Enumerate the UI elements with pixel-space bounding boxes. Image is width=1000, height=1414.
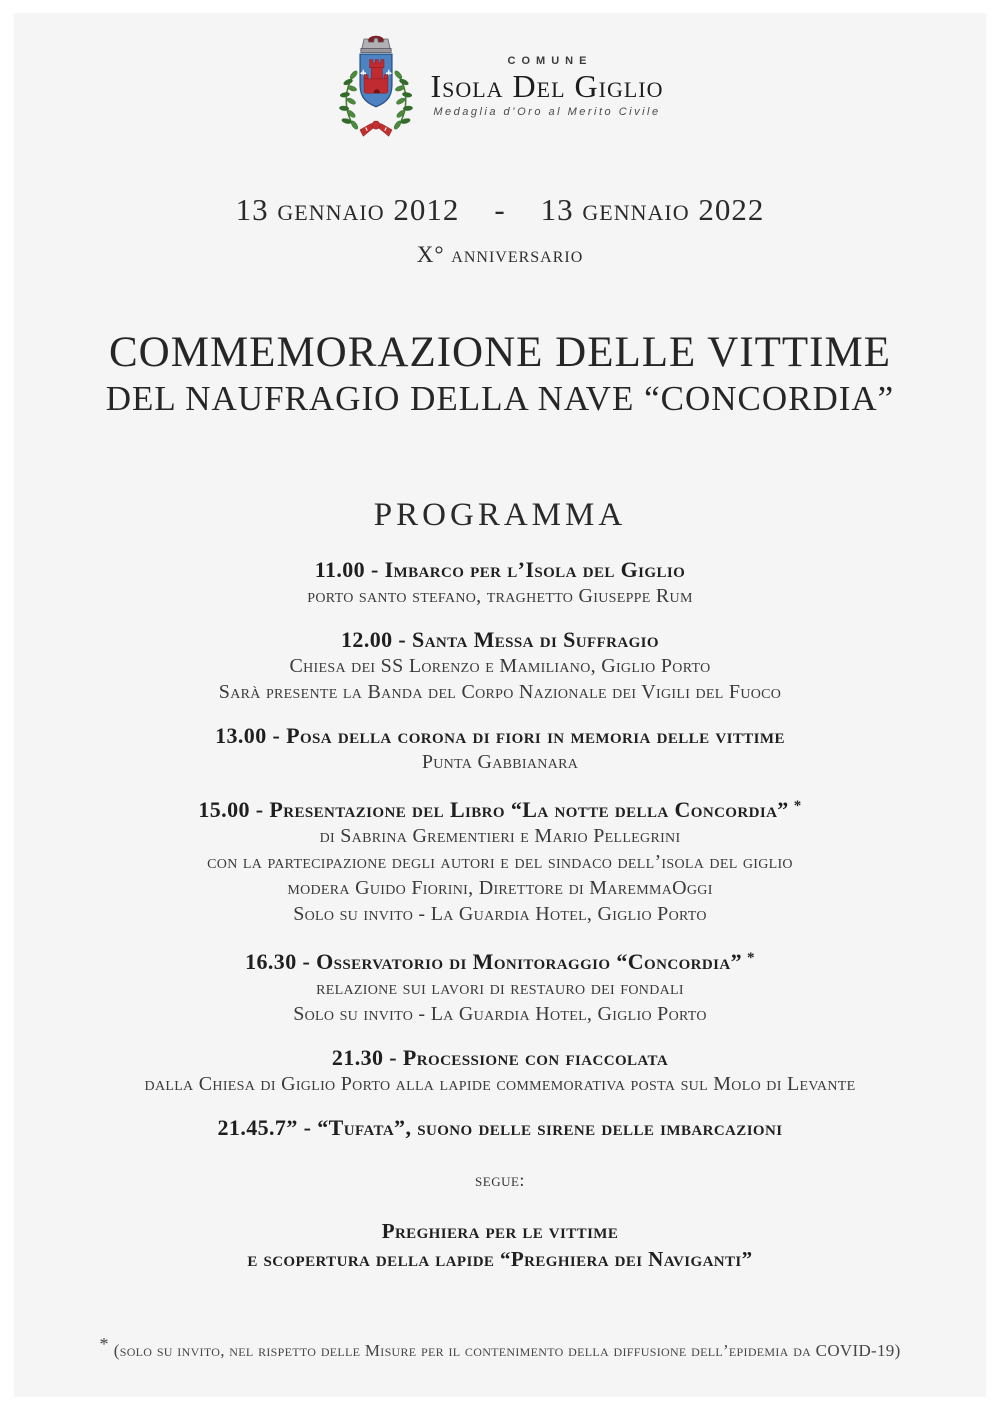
program-item-detail: Punta Gabbianara [421,751,579,773]
program-item-detail: con la partecipazione degli autori e del sindaco dell’isola del giglio [207,851,793,873]
program-item-title [14,723,986,749]
ribbon-icon [361,121,393,136]
closing-line: Preghiera per le vittime [381,1219,619,1243]
program-item [14,627,986,705]
program-item-detail: Sarà presente la Banda del Corpo Nazionale dei Vigili del Fuoco [218,681,782,703]
program-list [14,557,986,1141]
program-item [14,1115,986,1141]
program-item-title [14,793,986,823]
program-item [14,1045,986,1097]
closing-line: e scopertura della lapide “Preghiera dei Naviganti” [247,1247,753,1271]
program-item-title-text: 15.00 - Presentazione del Libro “La notte della Concordia” [198,797,789,822]
program-item-title-text: 11.00 - Imbarco per l’Isola del Giglio [314,557,686,582]
poster-page [14,13,986,1397]
program-item-title [14,1045,986,1071]
segue-label: segue: [475,1170,525,1190]
program-item-detail: Solo su invito - La Guardia Hotel, Giglio Porto [293,903,707,925]
program-item-title-text: 13.00 - Posa della corona di fiori in memoria delle vittime [215,723,785,748]
program-heading: PROGRAMMA [373,497,627,533]
closing-ceremony [14,1217,986,1273]
main-title [14,328,986,420]
comune-label: COMUNE [507,54,593,67]
program-item-detail: relazione sui lavori di restauro dei fondali [316,977,684,999]
program-item-title [14,627,986,653]
logo-text-block [430,55,663,118]
program-item-title-text: 16.30 - Osservatorio di Monitoraggio “Concordia” [245,949,742,974]
coat-of-arms-icon [336,31,416,141]
main-title-line2: DEL NAUFRAGIO DELLA NAVE “CONCORDIA” [105,379,895,418]
municipality-name: Isola Del Giglio [430,67,664,104]
invite-note-mark: * [793,798,802,814]
footnote-asterisk: * [99,1334,109,1354]
program-item-detail: dalla Chiesa di Giglio Porto alla lapide commemorativa posta sul Molo di Levante [144,1073,856,1095]
program-item-detail: Solo su invito - La Guardia Hotel, Giglio Porto [293,1003,707,1025]
municipality-motto: Medaglia d’Oro al Merito Civile [433,105,661,118]
program-item-detail: porto santo stefano, traghetto Giuseppe Rum [307,585,693,607]
program-item-title-text: 21.30 - Processione con fiaccolata [331,1045,669,1070]
laurel-branch-right [393,70,413,131]
anniversary-dates: 13 gennaio 2012 - 13 gennaio 2022 [235,192,765,227]
program-item-title [14,945,986,975]
program-item-title-text: 21.45.7” - “Tufata”, suono delle sirene delle imbarcazioni [217,1115,783,1140]
program-item [14,793,986,927]
main-title-line1: COMMEMORAZIONE DELLE VITTIME [108,329,891,376]
mural-crown-icon [361,36,391,53]
program-item-title [14,557,986,583]
anniversary-subtitle: X° anniversario [416,242,584,267]
footnote-text: (solo su invito, nel rispetto delle Misure per il contenimento della diffusione dell’epidemia da COVID-19) [113,1341,901,1360]
program-item [14,723,986,775]
covid-footnote [14,1334,986,1361]
laurel-branch-left [340,70,360,131]
invite-note-mark: * [746,950,755,966]
program-item [14,557,986,609]
program-item-title [14,1115,986,1141]
program-item [14,945,986,1027]
program-item-detail: di Sabrina Grementieri e Mario Pellegrini [319,825,681,847]
program-item-title-text: 12.00 - Santa Messa di Suffragio [341,627,659,652]
municipality-header [14,13,986,142]
program-item-detail: modera Guido Fiorini, Direttore di MaremmaOggi [287,877,713,899]
program-item-detail: Chiesa dei SS Lorenzo e Mamiliano, Giglio Porto [289,655,711,677]
